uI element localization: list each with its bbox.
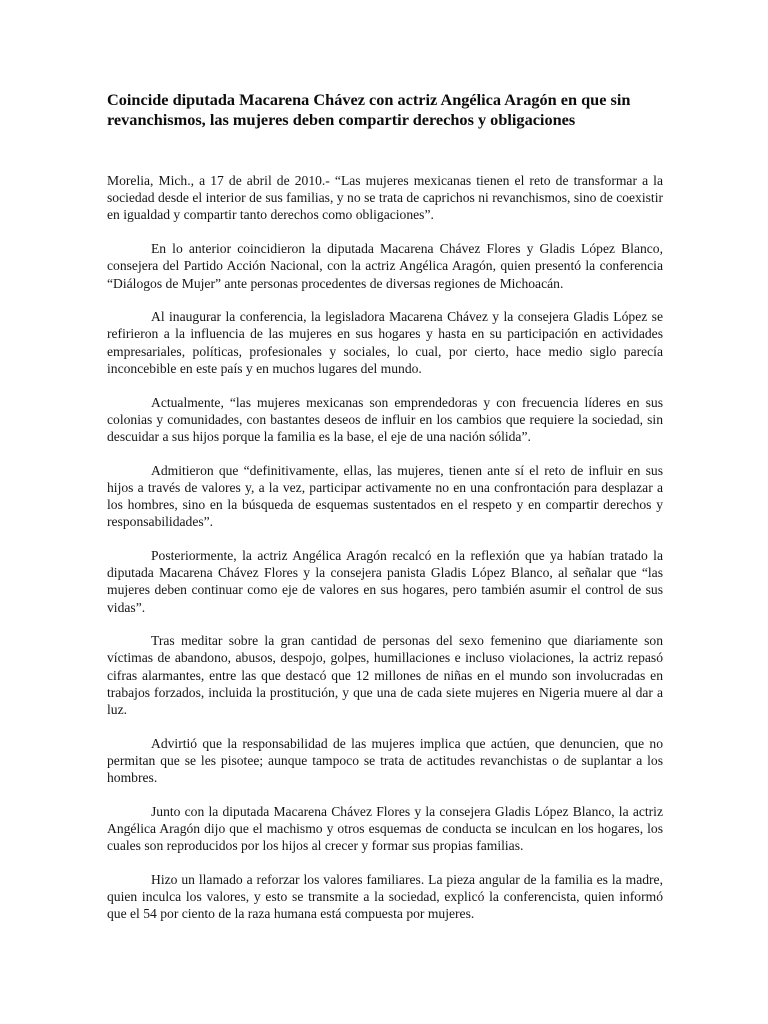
article-headline: Coincide diputada Macarena Chávez con actriz Angélica Aragón en que sin revanchismos, las mujeres deben compartir derechos y obligaciones (107, 90, 631, 129)
article-paragraph: Junto con la diputada Macarena Chávez Flores y la consejera Gladis López Blanco, la actriz Angélica Aragón dijo que el machismo y otros esquemas de conducta se inculcan en los hogares, los cuales son reproducidos por los hijos al crecer y formar sus propias familias. (107, 803, 663, 854)
article-paragraph: Admitieron que “definitivamente, ellas, las mujeres, tienen ante sí el reto de influir en sus hijos a través de valores y, a la vez, participar activamente no en una confrontación para desplazar a los hombres, sino en la búsqueda de esquemas sustentados en el respeto y en compartir derechos y responsabilidades”. (107, 462, 663, 530)
article-paragraph: En lo anterior coincidieron la diputada Macarena Chávez Flores y Gladis López Blanco, consejera del Partido Acción Nacional, con la actriz Angélica Aragón, quien presentó la conferencia “Diálogos de Mujer” ante personas procedentes de diversas regiones de Michoacán. (107, 241, 663, 291)
article-body (107, 90, 663, 939)
article-paragraph: Tras meditar sobre la gran cantidad de personas del sexo femenino que diariamente son víctimas de abandono, abusos, despojo, golpes, humillaciones e incluso violaciones, la actriz repasó cifras alarmantes, entre las que destacó que 12 millones de niñas en el mundo son involucradas en trabajos forzados, incluida la prostitución, y que una de cada siete mujeres en Nigeria muere al dar a luz. (107, 633, 663, 718)
article-paragraph: Actualmente, “las mujeres mexicanas son emprendedoras y con frecuencia líderes en sus colonias y comunidades, con bastantes deseos de influir en los cambios que requiere la sociedad, sin descuidar a sus hijos porque la familia es la base, el eje de una nación sólida”. (107, 394, 663, 444)
article-paragraph: Hizo un llamado a reforzar los valores familiares. La pieza angular de la familia es la madre, quien inculca los valores, y esto se transmite a la sociedad, explicó la conferencista, quien informó que el 54 por ciento de la raza humana está compuesta por mujeres. (107, 872, 663, 922)
article-paragraph: Al inaugurar la conferencia, la legisladora Macarena Chávez y la consejera Gladis López se refirieron a la influencia de las mujeres en sus hogares y hasta en su participación en actividades empresariales, políticas, profesionales y sociales, lo cual, por cierto, hace medio siglo parecía inconcebible en este país y en muchos lugares del mundo. (107, 309, 663, 376)
article-paragraph: Posteriormente, la actriz Angélica Aragón recalcó en la reflexión que ya habían tratado la diputada Macarena Chávez Flores y la consejera panista Gladis López Blanco, al señalar que “las mujeres deben continuar como eje de valores en sus hogares, pero también asumir el control de sus vidas”. (107, 547, 663, 615)
article-paragraph-dateline: Morelia, Mich., a 17 de abril de 2010.- “Las mujeres mexicanas tienen el reto de transformar a la sociedad desde el interior de sus familias, y no se trata de caprichos ni revanchismos, sino de coexistir en igualdad y compartir tanto derechos como obligaciones”. (107, 173, 663, 223)
article-paragraph: Advirtió que la responsabilidad de las mujeres implica que actúen, que denuncien, que no permitan que se les pisotee; aunque tampoco se trata de actitudes revanchistas o de suplantar a los hombres. (107, 735, 663, 786)
